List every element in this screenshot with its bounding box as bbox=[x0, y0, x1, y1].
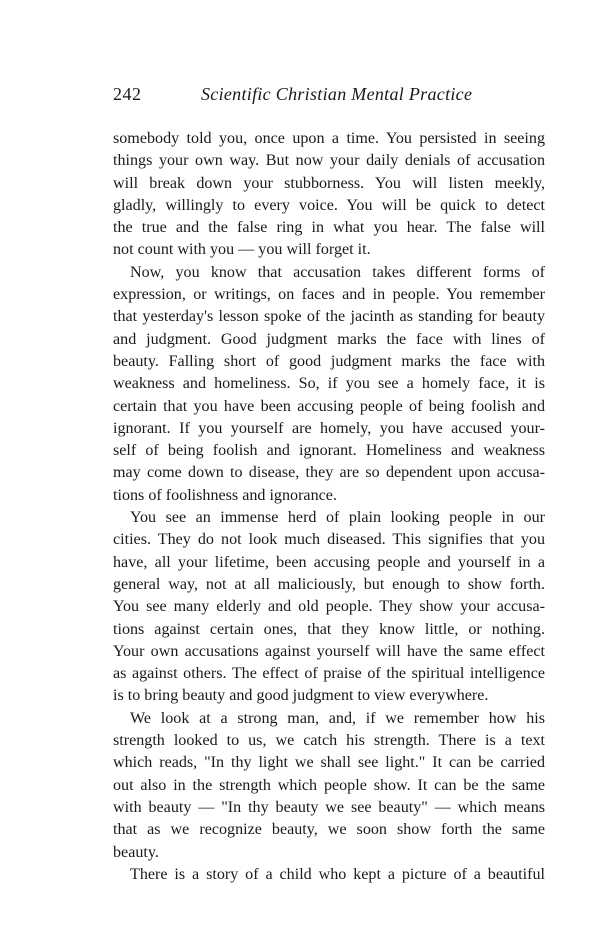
text-line: somebody told you, once upon a time. You persisted in seeing bbox=[113, 130, 545, 147]
text-line: that yesterday's lesson spoke of the jacinth as standing for beauty bbox=[113, 308, 545, 326]
paragraph bbox=[113, 507, 545, 708]
text-line: strength looked to us, we catch his strength. There is a text bbox=[113, 732, 545, 750]
paragraph bbox=[113, 262, 545, 507]
text-line: as against others. The effect of praise of the spiritual intelligence bbox=[113, 665, 545, 683]
text-line: You see many elderly and old people. They show your accusa- bbox=[113, 598, 545, 616]
text-line: gladly, willingly to every voice. You will be quick to detect bbox=[113, 196, 545, 214]
text-line: with beauty — "In thy beauty we see beauty" — which means bbox=[113, 798, 545, 816]
text-line: self of being foolish and ignorant. Homeliness and weakness bbox=[113, 442, 545, 460]
text-line: expression, or writings, on faces and in people. You remember bbox=[113, 286, 545, 304]
text-line: is to bring beauty and good judgment to view everywhere. bbox=[113, 687, 489, 705]
text-line: tions against certain ones, that they know little, or nothing. bbox=[113, 620, 545, 638]
text-line: which reads, "In thy light we shall see light." It can be carried bbox=[113, 754, 545, 772]
running-head: Scientific Christian Mental Practice bbox=[201, 84, 473, 104]
text-line: certain that you have been accusing people of being foolish and bbox=[113, 397, 545, 415]
text-line: things your own way. But now your daily denials of accusation bbox=[113, 152, 545, 170]
text-line: There is a story of a child who kept a picture of a beautiful bbox=[130, 865, 545, 883]
text-line: general way, not at all maliciously, but enough to show forth. bbox=[113, 575, 545, 593]
text-line: beauty. bbox=[113, 843, 159, 861]
text-line: We look at a strong man, and, if we remember how his bbox=[130, 709, 545, 727]
paragraph bbox=[113, 128, 545, 262]
page-number: 242 bbox=[113, 84, 142, 104]
text-line: the true and the false ring in what you hear. The false will bbox=[113, 219, 545, 237]
text-line: You see an immense herd of plain looking people in our bbox=[130, 509, 545, 527]
text-line: Now, you know that accusation takes different forms of bbox=[130, 263, 545, 281]
text-line: out also in the strength which people show. It can be the same bbox=[113, 776, 545, 794]
text-line: cities. They do not look much diseased. This signifies that you bbox=[113, 531, 545, 549]
text-line: not count with you — you will forget it. bbox=[113, 241, 371, 259]
page-header bbox=[113, 84, 545, 110]
paragraph bbox=[113, 864, 545, 886]
text-line: tions of foolishness and ignorance. bbox=[113, 486, 337, 504]
text-line: ignorant. If you yourself are homely, you have accused your- bbox=[113, 419, 545, 437]
paragraph bbox=[113, 708, 545, 864]
text-line: will break down your stubborness. You will listen meekly, bbox=[113, 174, 545, 192]
text-line: may come down to disease, they are so dependent upon accusa- bbox=[113, 464, 545, 482]
text-line: Your own accusations against yourself will have the same effect bbox=[113, 642, 545, 660]
body-text bbox=[113, 128, 545, 886]
text-line: that as we recognize beauty, we soon show forth the same bbox=[113, 821, 545, 839]
text-line: and judgment. Good judgment marks the face with lines of bbox=[113, 330, 545, 348]
text-line: weakness and homeliness. So, if you see a homely face, it is bbox=[113, 375, 545, 393]
text-line: have, all your lifetime, been accusing people and yourself in a bbox=[113, 553, 545, 571]
text-line: beauty. Falling short of good judgment marks the face with bbox=[113, 352, 545, 370]
